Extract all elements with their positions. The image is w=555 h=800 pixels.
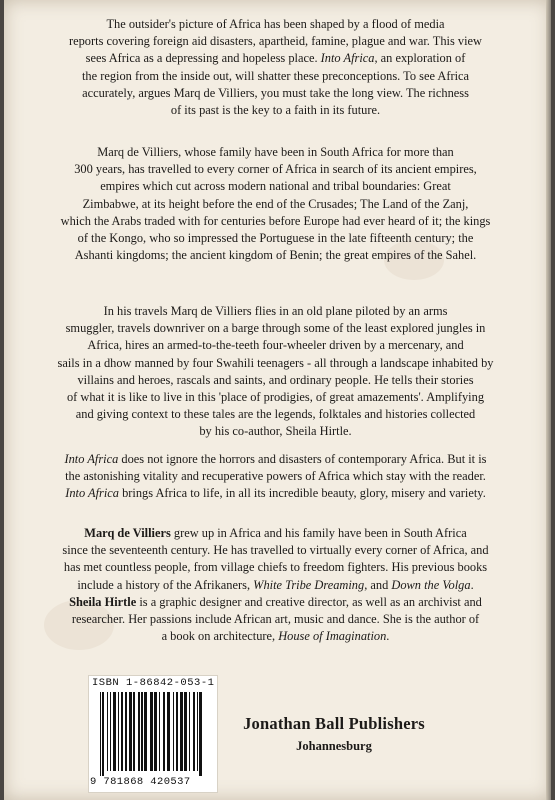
text-segment: The outsider's picture of Africa has been shaped by a flood of media xyxy=(106,17,445,31)
italic-title: Down the Volga xyxy=(391,577,471,592)
text-segment: , and xyxy=(364,577,392,592)
text-line xyxy=(14,320,537,337)
text-segment: . xyxy=(386,629,390,644)
text-segment: brings Africa to life, in all its incredible beauty, glory, misery and variety. xyxy=(119,486,486,501)
text-segment: since the seventeenth century. He has travelled to virtually every corner of Africa, and xyxy=(62,543,489,558)
author-bio-paragraph xyxy=(14,525,537,645)
text-segment: Ashanti kingdoms; the ancient kingdom of Benin; the great empires of the Sahel. xyxy=(74,248,477,263)
text-segment: which the Arabs traded with for centuries before Europe had ever heard of it; the kings xyxy=(60,213,491,228)
text-segment: sails in a dhow manned by four Swahili teenagers - all through a landscape inhabited by xyxy=(57,355,494,370)
text-segment: and giving context to these tales are the legends, folktales and histories collected xyxy=(75,407,476,422)
isbn-text: ISBN 1-86842-053-1 xyxy=(92,677,215,689)
barcode-digits: 9 781868 420537 xyxy=(90,776,191,788)
text-segment: Zimbabwe, at its height before the end of the Crusades; The Land of the Zanj, xyxy=(82,196,469,211)
italic-title: Into Africa xyxy=(65,486,119,501)
blurb-paragraph-horrors xyxy=(14,451,537,503)
text-line xyxy=(14,161,537,178)
text-line xyxy=(14,337,537,354)
publisher-name: Jonathan Ball Publishers xyxy=(243,714,425,733)
text-segment: researcher. Her passions include African art, music and dance. She is the author of xyxy=(71,612,480,627)
text-line xyxy=(14,468,537,485)
text-line xyxy=(14,611,537,628)
italic-title: Into Africa xyxy=(64,452,119,466)
text-segment: of the Kongo, who so impressed the Portuguese in the late fifteenth century; the xyxy=(77,231,474,246)
text-segment: include a history of the Afrikaners, xyxy=(77,577,254,592)
text-line xyxy=(14,372,537,389)
text-line xyxy=(14,213,537,230)
text-line xyxy=(14,196,537,213)
text-line xyxy=(14,85,537,102)
bold-name: Marq de Villiers xyxy=(84,526,171,540)
book-back-cover xyxy=(4,0,551,800)
text-line xyxy=(14,303,537,320)
text-line xyxy=(14,525,537,542)
bold-name: Sheila Hirtle xyxy=(69,594,137,609)
text-segment: the astonishing vitality and recuperative powers of Africa which stay with the reader. xyxy=(65,469,486,484)
text-line xyxy=(14,102,537,119)
text-line xyxy=(14,559,537,576)
text-line xyxy=(14,542,537,559)
text-segment: the region from the inside out, will shatter these preconceptions. To see Africa xyxy=(81,68,470,83)
italic-title: House of Imagination xyxy=(278,629,387,644)
barcode-bar xyxy=(202,692,205,776)
blurb-paragraph-travels xyxy=(14,303,537,441)
publisher-block xyxy=(234,714,434,754)
text-line xyxy=(14,577,537,594)
text-segment: accurately, argues Marq de Villiers, you must take the long view. The richness xyxy=(82,85,469,100)
blurb-paragraph-empires xyxy=(14,144,537,264)
text-line xyxy=(14,33,537,50)
text-segment: empires which cut across modern national and tribal boundaries: Great xyxy=(100,179,451,194)
text-segment: reports covering foreign aid disasters, apartheid, famine, plague and war. This view xyxy=(68,34,482,49)
text-segment: of what it is like to live in this 'place of prodigies, of great amazements'. Amplifying xyxy=(66,390,485,405)
barcode-bars xyxy=(100,692,206,776)
text-segment: has met countless people, from village chiefs to freedom fighters. His previous books xyxy=(63,560,488,575)
text-segment: a book on architecture, xyxy=(161,629,279,644)
text-segment: , an exploration of xyxy=(374,51,466,66)
text-line xyxy=(14,247,537,264)
text-line xyxy=(14,485,537,502)
text-line xyxy=(14,628,537,645)
text-segment: by his co-author, Sheila Hirtle. xyxy=(199,424,352,439)
text-line xyxy=(14,16,537,33)
text-line xyxy=(14,50,537,67)
text-segment: grew up in Africa and his family have been in South Africa xyxy=(170,526,467,540)
text-segment: 300 years, has travelled to every corner of Africa in search of its ancient empires, xyxy=(74,162,477,177)
text-segment: In his travels Marq de Villiers flies in an old plane piloted by an arms xyxy=(103,304,448,318)
blurb-paragraph-intro xyxy=(14,16,537,119)
text-line xyxy=(14,178,537,195)
text-line xyxy=(14,230,537,247)
text-segment: villains and heroes, rascals and saints, and ordinary people. He tells their stories xyxy=(77,372,474,387)
text-line xyxy=(14,594,537,611)
italic-title: Into Africa xyxy=(320,51,375,66)
text-line xyxy=(14,423,537,440)
text-line xyxy=(14,451,537,468)
text-segment: Africa, hires an armed-to-the-teeth four-wheeler driven by a mercenary, and xyxy=(87,338,464,353)
text-segment: of its past is the key to a faith in its future. xyxy=(170,103,381,118)
text-segment: . xyxy=(470,577,474,592)
text-segment: does not ignore the horrors and disasters of contemporary Africa. But it is xyxy=(118,452,487,466)
text-segment: is a graphic designer and creative director, as well as an archivist and xyxy=(136,594,482,609)
text-line xyxy=(14,406,537,423)
cover-edge xyxy=(546,0,551,800)
text-line xyxy=(14,144,537,161)
text-segment: Marq de Villiers, whose family have been in South Africa for more than xyxy=(97,145,454,159)
text-line xyxy=(14,389,537,406)
text-line xyxy=(14,355,537,372)
text-segment: sees Africa as a depressing and hopeless place. xyxy=(85,51,321,66)
text-segment: smuggler, travels downriver on a barge through some of the least explored jungles in xyxy=(65,321,486,336)
publisher-city: Johannesburg xyxy=(296,739,372,753)
italic-title: White Tribe Dreaming xyxy=(253,577,365,592)
text-line xyxy=(14,68,537,85)
